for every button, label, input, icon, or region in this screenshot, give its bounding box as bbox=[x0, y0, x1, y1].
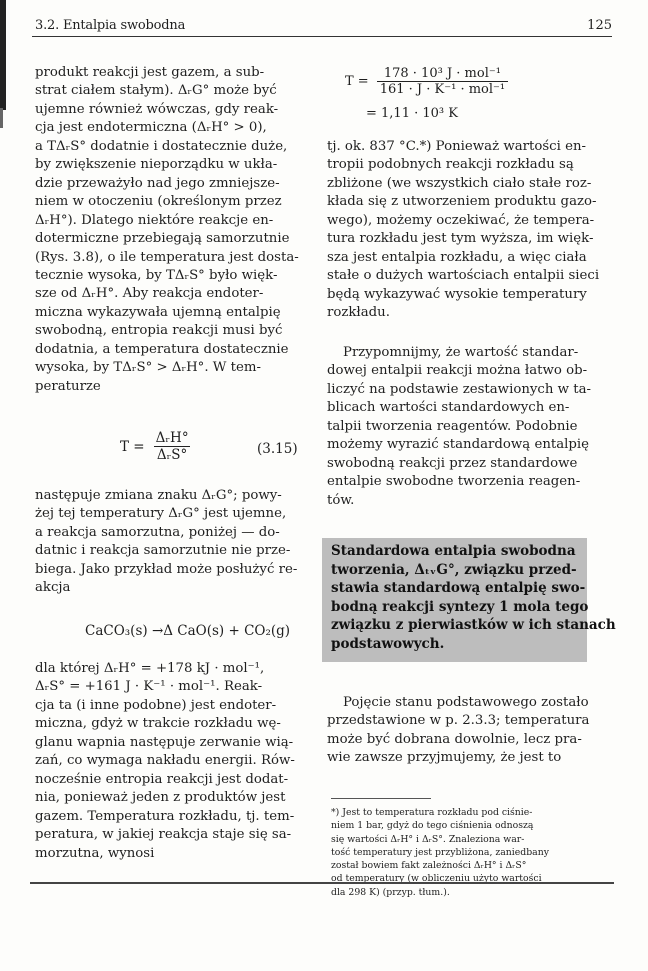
formula-lhs: T = bbox=[345, 74, 369, 89]
text-line: tość temperatury jest przybliżona, zaniedbany bbox=[331, 846, 549, 858]
right-paragraph-2 bbox=[327, 344, 592, 510]
text-line: niem 1 bar, gdyż do tego ciśnienia odnoszą bbox=[331, 820, 534, 832]
right-paragraph-3 bbox=[327, 694, 590, 768]
text-line: wysoka, by TΔᵣS° > ΔᵣH°. W tem- bbox=[35, 360, 261, 376]
text-line: ΔᵣS° = +161 J · K⁻¹ · mol⁻¹. Reak- bbox=[35, 679, 263, 695]
equation-3-15 bbox=[120, 430, 192, 463]
left-column bbox=[35, 64, 297, 396]
text-line: Standardowa entalpia swobodna bbox=[331, 543, 576, 559]
equation-numerator: ΔᵣH° bbox=[155, 430, 189, 446]
text-line: będą wykazywać wysokie temperatury bbox=[327, 286, 587, 302]
text-line: peratura, w jakiej reakcja staje się sa- bbox=[35, 827, 292, 843]
reaction-equation: CaCO₃(s) →Δ CaO(s) + CO₂(g) bbox=[85, 623, 291, 639]
text-line: nocześnie entropia reakcji jest dodat- bbox=[35, 771, 289, 787]
text-line: bodną reakcji syntezy 1 mola tego bbox=[331, 598, 589, 615]
text-line: biega. Jako przykład może posłużyć re- bbox=[35, 561, 298, 577]
text-line: tj. ok. 837 °C.*) Ponieważ wartości en- bbox=[327, 139, 587, 154]
bottom-rule bbox=[30, 882, 614, 884]
text-line: może być dobrana dowolnie, lecz pra- bbox=[327, 731, 582, 747]
text-line: rozkładu. bbox=[327, 305, 390, 321]
text-line: stawia standardową entalpię swo- bbox=[331, 580, 586, 596]
text-line: datnic i reakcja samorzutnie nie prze- bbox=[35, 543, 291, 559]
text-line: przedstawione w p. 2.3.3; temperatura bbox=[327, 713, 590, 729]
text-line: od temperatury (w obliczeniu użyto wartości bbox=[331, 873, 542, 885]
text-line: niem w otoczeniu (określonym przez bbox=[35, 194, 282, 210]
text-line: kłada się z utworzeniem produktu gazo- bbox=[327, 194, 597, 210]
text-line: zbliżone (we wszystkich ciało stałe roz- bbox=[327, 175, 592, 191]
formula-numerator: 178 · 10³ J · mol⁻¹ bbox=[383, 66, 501, 81]
text-line: *) Jest to temperatura rozkładu pod ciśnie- bbox=[331, 807, 533, 818]
text-line: produkt reakcji jest gazem, a sub- bbox=[35, 65, 265, 80]
text-line: tropii podobnych reakcji rozkładu są bbox=[327, 157, 574, 173]
equation-denominator: ΔᵣS° bbox=[154, 446, 190, 463]
text-line: ΔᵣH°). Dlatego niektóre reakcje en- bbox=[35, 212, 274, 228]
text-line: tów. bbox=[327, 492, 355, 508]
text-line: dowej entalpii reakcji można łatwo ob- bbox=[327, 363, 588, 379]
text-line: się wartości ΔᵣH° i ΔᵣS°. Znaleziona war- bbox=[331, 833, 525, 845]
text-line: ujemne również wówczas, gdy reak- bbox=[35, 101, 279, 117]
text-line: blicach wartości standardowych en- bbox=[327, 400, 570, 416]
text-line: strat ciałem stałym). ΔᵣG° może być bbox=[35, 83, 277, 99]
text-line: (Rys. 3.8), o ile temperatura jest dosta- bbox=[35, 249, 299, 265]
text-line: peraturze bbox=[35, 378, 101, 394]
text-line: został bowiem fakt zależności ΔᵣH° i ΔᵣS° bbox=[331, 860, 527, 872]
text-line: związku z pierwiastków w ich stanach bbox=[331, 617, 616, 633]
text-line: możemy wyrazić standardową entalpię bbox=[327, 437, 590, 453]
text-line: swobodną reakcji przez standardowe bbox=[327, 455, 578, 471]
text-line: akcja bbox=[35, 580, 71, 596]
text-line: dla której ΔᵣH° = +178 kJ · mol⁻¹, bbox=[35, 661, 265, 676]
equation-fraction bbox=[153, 430, 192, 463]
text-line: wie zawsze przyjmujemy, że jest to bbox=[327, 750, 562, 766]
text-line: następuje zmiana znaku ΔᵣG°; powy- bbox=[35, 488, 282, 503]
equation-lhs: T = bbox=[120, 438, 145, 455]
left-paragraph-2 bbox=[35, 487, 297, 598]
temperature-formula bbox=[345, 66, 508, 97]
page-number: 125 bbox=[587, 18, 612, 33]
definition-callout-text bbox=[331, 542, 616, 653]
text-line: cja ta (i inne podobne) jest endoter- bbox=[35, 697, 277, 713]
text-line: gazem. Temperatura rozkładu, tj. tem- bbox=[35, 808, 295, 824]
text-line: miczna wykazywała ujemną entalpię bbox=[35, 304, 281, 320]
text-line: liczyć na podstawie zestawionych w ta- bbox=[327, 381, 592, 397]
text-line: dzie przeważyło nad jego zmniejsze- bbox=[35, 175, 280, 191]
text-line: dla 298 K) (przyp. tłum.). bbox=[331, 886, 450, 898]
text-line: wego), możemy oczekiwać, że tempera- bbox=[327, 212, 595, 228]
text-line: dodatnia, a temperatura dostatecznie bbox=[35, 341, 289, 357]
footnote bbox=[331, 806, 583, 899]
left-paragraph-3 bbox=[35, 660, 297, 863]
formula-denominator: 161 · J · K⁻¹ · mol⁻¹ bbox=[377, 81, 508, 97]
text-line: by zwiększenie nieporządku w ukła- bbox=[35, 157, 278, 173]
text-line: talpii tworzenia reagentów. Podobnie bbox=[327, 418, 578, 434]
binding-edge-bar bbox=[0, 0, 6, 110]
text-line: a reakcja samorzutna, poniżej — do- bbox=[35, 524, 280, 540]
text-line: nia, ponieważ jeden z produktów jest bbox=[35, 790, 286, 806]
text-line: sze od ΔᵣH°. Aby reakcja endoter- bbox=[35, 286, 264, 302]
text-line: tworzenia, ΔₜᵥG°, związku przed- bbox=[331, 561, 577, 578]
text-line: tura rozkładu jest tym wyższa, im więk- bbox=[327, 231, 594, 247]
text-line: zań, co wymaga nakładu energii. Rów- bbox=[35, 753, 295, 769]
text-line: Pojęcie stanu podstawowego zostało bbox=[343, 695, 589, 710]
text-line: a TΔᵣS° dodatnie i dostatecznie duże, bbox=[35, 138, 288, 154]
text-line: tecznie wysoka, by TΔᵣS° było więk- bbox=[35, 267, 278, 283]
text-line: sza jest entalpia rozkładu, a więc ciała bbox=[327, 249, 587, 265]
text-line: dotermiczne przebiegają samorzutnie bbox=[35, 231, 290, 247]
text-line: miczna, gdyż w trakcie rozkładu wę- bbox=[35, 716, 281, 732]
right-paragraph-1 bbox=[327, 138, 600, 323]
text-line: swobodną, entropia reakcji musi być bbox=[35, 323, 283, 339]
left-paragraph-1 bbox=[35, 64, 297, 396]
running-header-section: 3.2. Entalpia swobodna bbox=[35, 18, 186, 33]
text-line: stałe o dużych wartościach entalpii sieci bbox=[327, 268, 600, 284]
text-line: Przypomnijmy, że wartość standar- bbox=[343, 345, 579, 360]
text-line: entalpie swobodne tworzenia reagen- bbox=[327, 474, 581, 490]
formula-fraction bbox=[377, 66, 508, 97]
text-line: glanu wapnia następuje zerwanie wią- bbox=[35, 734, 294, 750]
text-line: morzutna, wynosi bbox=[35, 845, 155, 861]
text-line: podstawowych. bbox=[331, 635, 445, 652]
header-rule bbox=[32, 36, 612, 37]
footnote-rule bbox=[331, 798, 431, 799]
text-line: cja jest endotermiczna (ΔᵣH° > 0), bbox=[35, 120, 267, 136]
binding-edge-bar-small bbox=[0, 108, 3, 128]
equation-number: (3.15) bbox=[257, 441, 298, 457]
formula-result: = 1,11 · 10³ K bbox=[366, 106, 458, 121]
text-line: żej tej temperatury ΔᵣG° jest ujemne, bbox=[35, 506, 287, 522]
